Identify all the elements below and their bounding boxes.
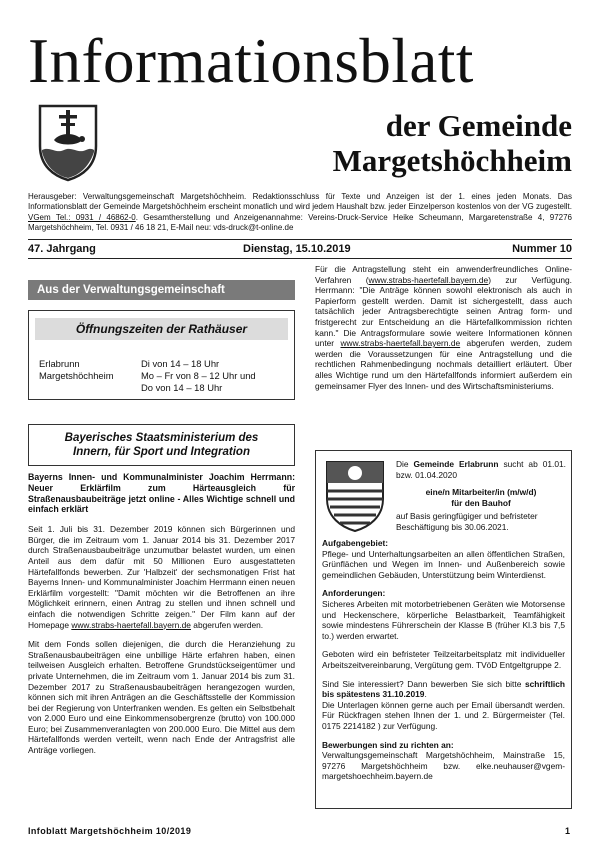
job-intro-a: Die [396,459,414,469]
issue-rule-bottom [28,258,572,259]
impressum-text-a: Herausgeber: Verwaltungsgemeinschaft Margetshöchheim. Redaktionsschluss für Texte und Anzeigen ist der 1. eines jeden Monats. Das Informationsblatt der Gemeinde Margetshöchheim erscheint monatlich und wird jedem Haushalt bzw. jeder Einzelperson kostenlos von der VG zugestellt. [28,192,572,212]
article-right-column [315,264,572,400]
impressum [28,192,572,233]
oeff-row1-time: Di von 14 – 18 Uhr [141,358,220,369]
job-documents: Die Unterlagen können gerne auch per Email übersandt werden. Für Rückfragen stehen Ihnen der 1. und 2. Bürgermeister (Tel. 0175 2214182 ) zur Verfügung. [322,699,565,731]
job-deadline: schriftlich bis spätestens 31.10.2019 [322,678,565,700]
job-position-line1: eine/n Mitarbeiter/in (m/w/d) [425,487,537,497]
article-paragraph-1 [28,524,295,630]
impressum-text-b: . Gesamtherstellung und Anzeigenannahme: Vereins-Druck-Service Heike Scheumann, Margaretenstraße 4, 97276 Margetshöchheim, Tel. 0931 / 46 18 21, E-Mail neu: vds-druck@t-online.de [28,212,572,232]
job-apply-title: Bewerbungen sind zu richten an: [322,739,454,750]
oeff-row1-place: Erlabrunn [39,358,80,369]
erlabrunn-crest-icon [324,459,386,533]
job-intro-date: sucht ab 01.01. bzw. 01.04.2020 [396,459,566,480]
oeffnungszeiten-title: Öffnungszeiten der Rathäuser [35,318,288,340]
oeff-row2-place: Margetshöchheim [39,370,114,381]
masthead-subtitle-line2: Margetshöchheim [332,143,572,178]
article-left-column [28,472,295,765]
page-number: 1 [564,826,570,836]
ministry-line2: Innern, für Sport und Integration [73,446,250,458]
article-p1-link[interactable]: www.strabs-haertefall.bayern.de [71,619,191,630]
issue-date: Dienstag, 15.10.2019 [243,243,351,255]
article-lead: Bayerns Innen- und Kommunalminister Joachim Herrmann: Neuer Erklärfilm zum Härteausgleich für Straßenausbaubeiträge jetzt online - Alles Wichtige schnell und einfach erklärt [28,472,295,515]
masthead-subtitle-line1: der Gemeinde [385,108,572,143]
article-r1-c: abgerufen werden, zudem werden die Voraussetzungen für eine Antragstellung und die rechtlichen Rahmenbedingung nochmals detailliert erläutert. Über alles Wichtige rund um den Härtefallfonds informiert außerdem ein gemeinsamer Flyer des Innen- und des Wirtschaftsministeriums. [315,338,572,391]
oeff-row2-time-b: Do von 14 – 18 Uhr [141,382,223,393]
job-intro-employer: Gemeinde Erlabrunn [413,459,499,469]
masthead-title: Informationsblatt [28,26,474,96]
article-r1-link2[interactable]: www.strabs-haertefall.bayern.de [340,338,461,349]
oeffnungszeiten-box [28,310,295,400]
oeff-row2-time-a: Mo – Fr von 8 – 12 Uhr und [141,370,256,381]
job-interest-a: Sind Sie interessiert? Dann bewerben Sie sich bitte [322,678,525,689]
ministry-line1: Bayerisches Staatsministerium des [64,432,259,444]
job-interest [322,679,565,700]
job-basis: auf Basis geringfügiger und befristeter Beschäftigung bis 30.06.2021. [396,511,538,532]
job-intro [396,459,566,480]
ministry-box [28,424,295,466]
impressum-phone-link[interactable]: VGem Tel.: 0931 / 46862-0 [28,212,136,222]
issue-number: Nummer 10 [512,243,572,255]
article-r1-b: ) zur Verfügung. Herrmann: "Die Anträge können sowohl elektronisch als auch in Papierform gestellt werden. Damit ist sichergestellt, dass auch tatsächlich jeder Antragsberechtigte seinen Antrag form- und fristgerecht zur Entscheidung an die Härtefallkommission richten kann." Die Antragsformulare sowie weitere Informationen können unter [315,274,572,349]
article-paragraph-2: Mit dem Fonds sollen diejenigen, die durch die Heranziehung zu Straßenausbaubeiträgen eine unbillige Härte erfahren haben, einen teilweisen Ausgleich erhalten. Betroffene Grundstückseigentümer und private Unternehmen, die im Zeitraum vom 1. Januar 2014 bis zum 31. Dezember 2017 zu Straßenausbaubeiträgen herangezogen wurden, können sich mit ihren Anträgen an die Geschäftsstelle der Kommission bei der Regierung von Unterfranken wenden. Es gelten ein Selbstbehalt von 2.000 Euro und eine Einkommensobergrenze (brutto) von 100.000 Euro; bei Zusammenveranlagten von 200.000 Euro. Die Mittel aus dem Härtefallfonds werden verteilt, wenn nach Ende der Antragsfrist alle Anträge vorliegen. [28,639,295,756]
municipal-crest-icon [36,100,100,182]
job-ad-box [315,450,572,809]
article-p1-end: abgerufen werden. [190,619,264,630]
footer-title: Infoblatt Margetshöchheim 10/2019 [28,826,192,836]
article-p1-text: Seit 1. Juli bis 31. Dezember 2019 können sich Bürgerinnen und Bürger, die im Zeitraum vom 1. Januar 2014 bis 31. Dezember 2017 durch Straßenausbaubeiträge unzumutbar belastet wurden, um einen Anteil aus dem dafür mit 50 Millionen Euro ausgestatteten Härtefallfonds bewerben. Zur 'Halbzeit' der sechsmonatigen Frist hat Bayerns Innen- und Kommunalminister Joachim Herrmann einen neuen Erklärfilm vorgestellt: "Damit möchten wir die Betroffenen an ihre Möglichkeit erinnern, einen Antrag zu stellen und ihnen schnell und einfach die notwendigen Schritte zeigen." Der Film kann auf der Homepage [28,524,295,630]
job-tasks: Pflege- und Unterhaltungsarbeiten an allen öffentlichen Straßen, Grünflächen und Wegen im Innen- und Außenbereich sowie gemeindlichen Gebäuden, Unterstützung beim Winterdienst. [322,548,565,580]
article-right-paragraph [315,264,572,391]
issue-jahrgang: 47. Jahrgang [28,243,96,255]
job-details [322,538,565,782]
job-requirements-title: Anforderungen: [322,588,386,599]
job-apply-address: Verwaltungsgemeinschaft Margetshöchheim, Mainstraße 15, 97276 Margetshöchheim bzw. elke.neuhauser@vgem-margetshoechheim.bayern.de [322,750,565,782]
issue-rule-top [28,239,572,240]
job-tasks-title: Aufgabengebiet: [322,538,389,548]
job-interest-c: . [424,689,427,700]
section-header: Aus der Verwaltungsgemeinschaft [28,280,295,300]
job-position-line2: für den Bauhof [451,498,511,508]
article-r1-a: Für die Antragstellung steht ein anwenderfreundliches Online-Verfahren ( [315,264,572,285]
article-r1-link1[interactable]: www.strabs-haertefall.bayern.de [368,274,489,285]
job-offer: Geboten wird ein befristeter Teilzeitarbeitsplatz mit individueller Arbeitszeitvereinbarung, Vergütung gem. TVöD Entgeltgruppe 2. [322,649,565,670]
job-requirements: Sicheres Arbeiten mit motorbetriebenen Geräten wie Motorsense und Heckenschere, körperliche Belastbarkeit, Teamfähigkeit sowie mindestens Führerschein der Klasse B (früher Kl.3 bis 7,5 to.) werden erwartet. [322,598,565,641]
